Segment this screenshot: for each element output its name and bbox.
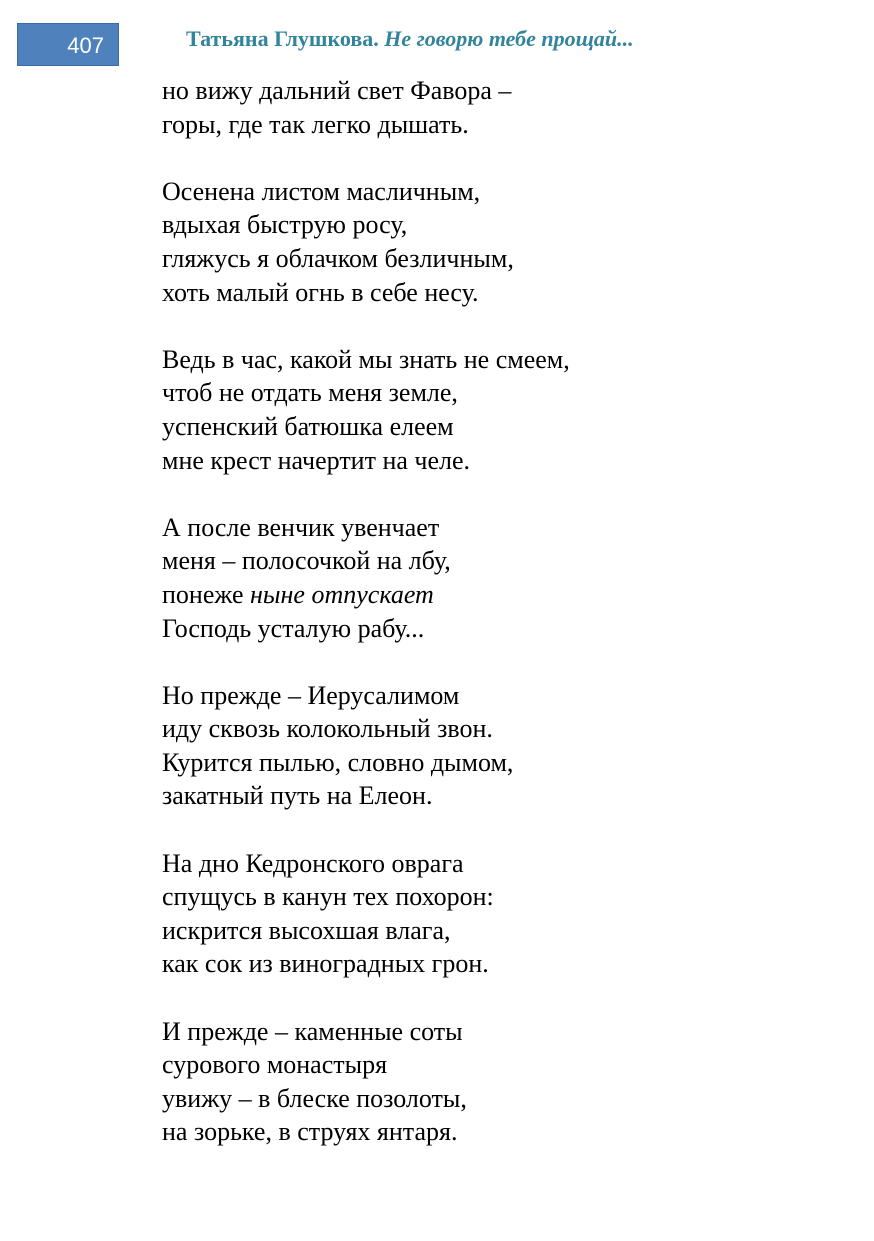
poem-line: вдыхая быструю росу, <box>162 210 408 240</box>
poem-line: иду сквозь колокольный звон. <box>162 714 493 744</box>
header-title: Не говорю тебе прощай... <box>384 26 634 51</box>
poem-line: чтоб не отдать меня земле, <box>162 378 458 408</box>
poem-line: сурового монастыря <box>162 1050 388 1080</box>
page-number-box <box>17 23 119 66</box>
poem-line-italic: ныне отпускает <box>250 579 434 609</box>
poem-line: меня – полосочкой на лбу, <box>162 546 451 576</box>
poem-line: И прежде – каменные соты <box>162 1016 463 1046</box>
poem-line: Курится пылью, словно дымом, <box>162 747 514 777</box>
poem-line: горы, где так легко дышать. <box>162 109 469 139</box>
poem-line: гляжусь я облачком безличным, <box>162 243 514 273</box>
poem-line: закатный путь на Елеон. <box>162 781 433 811</box>
poem-line: искрится высохшая влага, <box>162 915 451 945</box>
poem-body <box>162 74 812 1183</box>
running-header <box>186 24 634 54</box>
stanza <box>162 847 812 981</box>
poem-line <box>162 578 812 612</box>
poem-line: мне крест начертит на челе. <box>162 445 471 475</box>
stanza <box>162 74 812 141</box>
header-author: Татьяна Глушкова. <box>186 26 379 51</box>
poem-line: успенский батюшка елеем <box>162 411 454 441</box>
poem-line: На дно Кедронского оврага <box>162 848 464 878</box>
poem-line: хоть малый огнь в себе несу. <box>162 277 479 307</box>
stanza <box>162 343 812 477</box>
page-number: 407 <box>67 33 104 58</box>
poem-line-text: понеже <box>162 579 251 609</box>
poem-line: на зорьке, в струях янтаря. <box>162 1117 458 1147</box>
poem-line: Ведь в час, какой мы знать не смеем, <box>162 344 570 374</box>
poem-line: увижу – в блеске позолоты, <box>162 1083 467 1113</box>
stanza <box>162 175 812 309</box>
poem-line: А после венчик увенчает <box>162 512 440 542</box>
poem-line: Осенена листом масличным, <box>162 176 481 206</box>
stanza <box>162 1015 812 1149</box>
poem-line: Но прежде – Иерусалимом <box>162 680 460 710</box>
poem-line: как сок из виноградных грон. <box>162 949 489 979</box>
stanza <box>162 679 812 813</box>
poem-line: спущусь в канун тех похорон: <box>162 882 494 912</box>
poem-line: Господь усталую рабу... <box>162 613 425 643</box>
poem-line: но вижу дальний свет Фавора – <box>162 76 512 105</box>
stanza <box>162 511 812 645</box>
